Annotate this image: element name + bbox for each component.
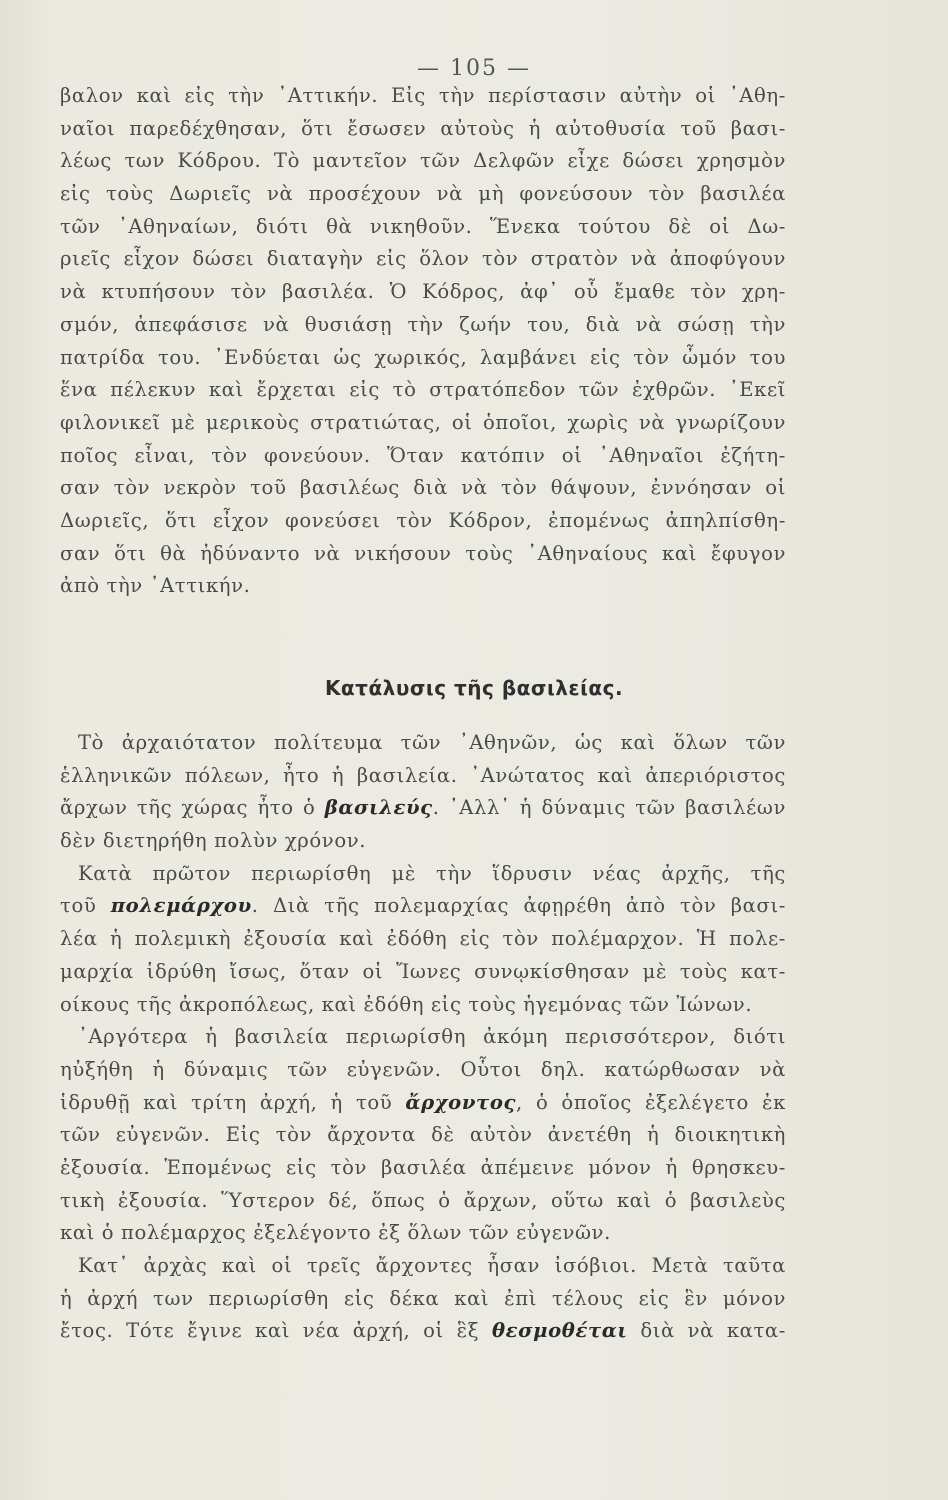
text-line: τῶν εὐγενῶν. Εἰς τὸν ἄρχοντα δὲ αὐτὸν ἀνετέθη ἡ διοικητικὴ — [60, 1123, 786, 1147]
text-line: Τὸ ἀρχαιότατον πολίτευμα τῶν ᾿Αθηνῶν, ὡς καὶ ὅλων τῶν — [78, 731, 786, 754]
text-line: ἔτος. Τότε ἔγινε καὶ νέα ἀρχή, οἱ ἓξ θεσμοθέται διὰ νὰ κατα- — [60, 1319, 786, 1343]
text-line: ἕνα πέλεκυν καὶ ἔρχεται εἰς τὸ στρατόπεδον τῶν ἐχθρῶν. ᾿Εκεῖ — [60, 378, 786, 402]
text-line: ἄρχων τῆς χώρας ἦτο ὁ βασιλεύς. ᾿Αλλ᾿ ἡ δύναμις τῶν βασιλέων — [60, 796, 787, 820]
text-line: ναῖοι παρεδέχθησαν, ὅτι ἔσωσεν αὐτοὺς ἡ αὐτοθυσία τοῦ βασι- — [60, 116, 786, 140]
text-line: νὰ κτυπήσουν τὸν βασιλέα. Ὁ Κόδρος, ἀφ᾿ οὗ ἔμαθε τὸν χρη- — [60, 280, 786, 304]
text-line: βαλον καὶ εἰς τὴν ᾿Αττικήν. Εἰς τὴν περίστασιν αὐτὴν οἱ ᾿Αθη- — [60, 84, 786, 107]
text-line: Κατ᾿ ἀρχὰς καὶ οἱ τρεῖς ἄρχοντες ἦσαν ἰσόβιοι. Μετὰ ταῦτα — [78, 1254, 786, 1277]
emphasized-term: πολεμάρχου — [110, 894, 252, 918]
text-line: ηὐξήθη ἡ δύναμις τῶν εὐγενῶν. Οὗτοι δηλ. κατώρθωσαν νὰ — [60, 1057, 786, 1081]
text-line: σαν ὅτι θὰ ἠδύναντο νὰ νικήσουν τοὺς ᾿Αθηναίους καὶ ἔφυγον — [60, 541, 786, 565]
text-line: Κατὰ πρῶτον περιωρίσθη μὲ τὴν ἵδρυσιν νέας ἀρχῆς, τῆς — [78, 861, 786, 885]
text-line: ἱδρυθῇ καὶ τρίτη ἀρχή, ἡ τοῦ ἄρχοντος, ὁ ὁποῖος ἐξελέγετο ἐκ — [60, 1090, 786, 1114]
text-line: καὶ ὁ πολέμαρχος ἐξελέγοντο ἐξ ὅλων τῶν εὐγενῶν. — [60, 1221, 611, 1245]
text-line: τῶν ᾿Αθηναίων, διότι θὰ νικηθοῦν. Ἕνεκα τούτου δὲ οἱ Δω- — [60, 214, 786, 238]
page-number: — 105 — — [417, 56, 531, 81]
text-line: οίκους τῆς ἀκροπόλεως, καὶ ἐδόθη εἰς τοὺς ἡγεμόνας τῶν Ἰώνων. — [60, 992, 753, 1016]
text-line: Δωριεῖς, ὅτι εἶχον φονεύσει τὸν Κόδρον, ἐπομένως ἀπηλπίσθη- — [60, 508, 786, 532]
paragraph-kodros — [60, 80, 786, 603]
text-line: ἀπὸ τὴν ᾿Αττικήν. — [60, 574, 251, 598]
emphasized-term: θεσμοθέται — [491, 1319, 628, 1343]
text-line: εἰς τοὺς Δωριεῖς νὰ προσέχουν νὰ μὴ φονεύσουν τὸν βασιλέα — [60, 182, 786, 206]
text-line: ἡ ἀρχή των περιωρίσθη εἰς δέκα καὶ ἐπὶ τέλους εἰς ἓν μόνον — [60, 1286, 786, 1310]
text-line: ριεῖς εἶχον δώσει διαταγὴν εἰς ὅλον τὸν στρατὸν νὰ ἀποφύγουν — [60, 247, 786, 271]
text-line: ποῖος εἶναι, τὸν φονεύουν. Ὅταν κατόπιν οἱ ᾿Αθηναῖοι ἐζήτη- — [60, 443, 786, 467]
text-line: τοῦ πολεμάρχου. Διὰ τῆς πολεμαρχίας ἀφῃρέθη ἀπὸ τὸν βασι- — [60, 894, 786, 918]
text-line: ἐξουσία. Ἑπομένως εἰς τὸν βασιλέα ἀπέμεινε μόνον ἡ θρησκευ- — [60, 1155, 786, 1179]
text-line: σαν τὸν νεκρὸν τοῦ βασιλέως διὰ νὰ τὸν θάψουν, ἐννόησαν οἱ — [60, 476, 786, 500]
text-line: λέα ἡ πολεμικὴ ἐξουσία καὶ ἐδόθη εἰς τὸν πολέμαρχον. Ἡ πολε- — [60, 927, 786, 951]
emphasized-term: ἄρχοντος — [405, 1090, 517, 1114]
text-line: φιλονικεῖ μὲ μερικοὺς στρατιώτας, οἱ ὁποῖοι, χωρὶς νὰ γνωρίζουν — [60, 410, 786, 434]
text-line: μαρχία ἱδρύθη ἴσως, ὅταν οἱ Ἴωνες συνῳκίσθησαν μὲ τοὺς κατ- — [60, 959, 786, 983]
text-line: σμόν, ἀπεφάσισε νὰ θυσιάσῃ τὴν ζωήν του, διὰ νὰ σώσῃ τὴν — [60, 312, 786, 336]
section-body — [60, 727, 786, 1348]
text-line: ᾿Αργότερα ἡ βασιλεία περιωρίσθη ἀκόμη περισσότερον, διότι — [78, 1025, 786, 1049]
text-line: πατρίδα του. ᾿Ενδύεται ὡς χωρικός, λαμβάνει εἰς τὸν ὦμόν του — [60, 345, 786, 369]
text-line: τικὴ ἐξουσία. Ὕστερον δέ, ὅπως ὁ ἄρχων, οὕτω καὶ ὁ βασιλεὺς — [60, 1188, 786, 1212]
emphasized-term: βασιλεύς — [324, 796, 433, 820]
text-line: δὲν διετηρήθη πολὺν χρόνον. — [60, 829, 367, 853]
section-heading: Κατάλυσις τῆς βασιλείας. — [324, 676, 624, 700]
text-line: λέως των Κόδρου. Τὸ μαντεῖον τῶν Δελφῶν εἶχε δώσει χρησμὸν — [60, 149, 786, 173]
text-line: ἑλληνικῶν πόλεων, ἦτο ἡ βασιλεία. ᾿Ανώτατος καὶ ἀπεριόριστος — [60, 763, 786, 787]
